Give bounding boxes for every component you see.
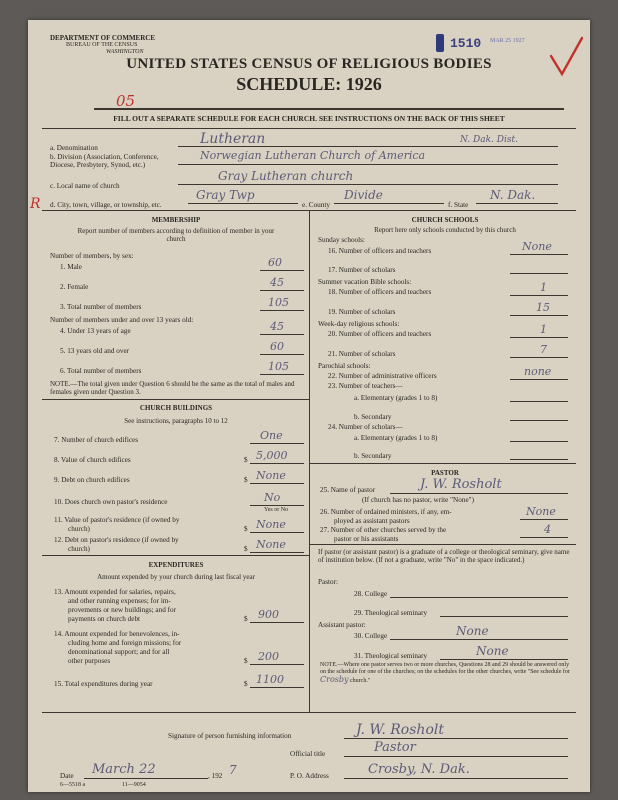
q10-value: No	[264, 491, 281, 504]
pastor-note-text: NOTE.—Where one pastor serves two or more churches, Questions 28 and 29 should be answered only on the schedule for one of the churches; on the schedules for the other churches, write "See schedule for	[320, 662, 570, 675]
q13-label-line1: 13. Amount expended for salaries, repairs,	[54, 588, 176, 596]
q1-field[interactable]	[260, 260, 304, 271]
county-value: Divide	[344, 188, 383, 202]
q11-label-line2: church)	[68, 525, 90, 533]
q15-dollar: $	[244, 680, 248, 688]
q15-label: 15. Total expenditures during year	[54, 680, 153, 688]
q11-value: None	[256, 518, 286, 531]
q25-label: 25. Name of pastor	[320, 486, 376, 494]
yes-no-hint: Yes or No	[264, 507, 289, 513]
q5-value: 60	[270, 340, 284, 353]
q6-value: 105	[268, 360, 289, 373]
q15-value: 1100	[256, 673, 284, 686]
schools-intro: Report here only schools conducted by this church	[374, 226, 516, 234]
q20-label: 20. Number of officers and teachers	[328, 330, 432, 338]
q14-label-line2: cluding home and foreign missions; for	[68, 639, 182, 647]
q27-label-line1: 27. Number of other churches served by the	[320, 526, 447, 534]
local-name-label: c. Local name of church	[50, 182, 120, 190]
q7-value: One	[260, 429, 283, 442]
stamp-number: 1510	[450, 36, 482, 51]
q17-label: 17. Number of scholars	[328, 266, 396, 274]
column-divider	[309, 210, 310, 712]
q3-value: 105	[268, 296, 289, 309]
pastor-note-value: Crosby	[320, 675, 349, 684]
stamp-mark	[436, 34, 444, 52]
q23a-field[interactable]	[510, 391, 568, 402]
q14-label-line3: denominational support; and for all	[68, 648, 170, 656]
q23b-label: b. Secondary	[354, 413, 392, 421]
membership-title: MEMBERSHIP	[151, 216, 201, 224]
q16-label: 16. Number of officers and teachers	[328, 247, 432, 255]
q12-label-line1: 12. Debt on pastor's residence (if owned by	[54, 536, 179, 544]
q14-dollar: $	[244, 657, 248, 665]
q18-field[interactable]	[510, 285, 568, 296]
official-title-value: Pastor	[374, 740, 416, 755]
q5-label: 5. 13 years old and over	[60, 347, 130, 355]
summer-label: Summer vacation Bible schools:	[318, 278, 412, 286]
form-number: 6—5518 a	[60, 782, 86, 788]
form-title: UNITED STATES CENSUS OF RELIGIOUS BODIES	[126, 56, 492, 72]
county-label: e. County	[302, 201, 330, 209]
q10-label: 10. Does church own pastor's residence	[54, 498, 168, 506]
q30-value: None	[456, 624, 489, 638]
print-number: 11—9054	[122, 782, 146, 788]
department-name: DEPARTMENT OF COMMERCE	[50, 34, 156, 42]
q4-label: 4. Under 13 years of age	[60, 327, 131, 335]
q11-dollar: $	[244, 525, 248, 533]
q19-value: 15	[536, 301, 550, 314]
red-code: 05	[116, 92, 136, 110]
census-schedule-sheet	[28, 20, 590, 792]
q2-value: 45	[270, 276, 284, 289]
membership-rule	[42, 399, 309, 400]
q19-label: 19. Number of scholars	[328, 308, 396, 316]
local-name-value: Gray Lutheran church	[218, 169, 354, 183]
signature-value: J. W. Rosholt	[356, 722, 444, 738]
q8-value: 5,000	[256, 449, 288, 462]
year-prefix: , 192	[208, 772, 223, 780]
q21-field[interactable]	[510, 347, 568, 358]
q24b-field[interactable]	[510, 449, 568, 460]
q26-value: None	[526, 505, 556, 518]
graduate-note: If pastor (or assistant pastor) is a graduate of a college or theological seminary, give name of institution below. (If not a graduate, write "No" in the space indicated.)	[318, 548, 570, 564]
q21-label: 21. Number of scholars	[328, 350, 396, 358]
q14-label-line4: other purposes	[68, 657, 111, 665]
q18-value: 1	[540, 281, 547, 294]
sunday-label: Sunday schools:	[318, 236, 365, 244]
assistant-sublabel: Assistant pastor:	[318, 621, 366, 629]
q29-field[interactable]	[440, 606, 568, 617]
q2-label: 2. Female	[60, 283, 89, 291]
q23-label: 23. Number of teachers—	[328, 382, 403, 390]
bureau-name: BUREAU OF THE CENSUS	[66, 42, 138, 48]
signature-label: Signature of person furnishing information	[168, 732, 292, 740]
state-label: f. State	[448, 201, 469, 209]
q8-dollar: $	[244, 456, 248, 464]
q12-dollar: $	[244, 545, 248, 553]
q28-field[interactable]	[390, 587, 568, 598]
schedule-title: SCHEDULE: 1926	[236, 74, 382, 94]
q26-label-line2: ployed as assistant pastors	[334, 517, 410, 525]
q26-label-line1: 26. Number of ordained ministers, if any, em-	[320, 508, 452, 516]
q20-field[interactable]	[510, 327, 568, 338]
state-value: N. Dak.	[490, 188, 536, 202]
pastor-sublabel: Pastor:	[318, 578, 338, 586]
division-label: b. Division (Association, Conference, Diocese, Presbytery, Synod, etc.)	[50, 153, 159, 169]
q9-dollar: $	[244, 476, 248, 484]
q31-label: 31. Theological seminary	[354, 652, 428, 660]
expenditures-title: EXPENDITURES	[148, 561, 204, 569]
q17-field[interactable]	[510, 263, 568, 274]
address-value: Crosby, N. Dak.	[368, 762, 470, 777]
expenditures-intro: Amount expended by your church during last fiscal year	[97, 573, 255, 581]
q24a-field[interactable]	[510, 431, 568, 442]
q13-dollar: $	[244, 615, 248, 623]
year-value: 7	[229, 763, 237, 777]
q14-label-line1: 14. Amount expended for benevolences, in-	[54, 630, 180, 638]
q3-label: 3. Total number of members	[60, 303, 142, 311]
buildings-title: CHURCH BUILDINGS	[139, 404, 213, 412]
date-value: March 22	[92, 762, 156, 777]
q14-value: 200	[258, 650, 279, 663]
date-label: Date	[60, 772, 74, 780]
by-sex-label: Number of members, by sex:	[50, 252, 134, 260]
q29-label: 29. Theological seminary	[354, 609, 428, 617]
q25-value: J. W. Rosholt	[420, 477, 502, 492]
division-value: Norwegian Lutheran Church of America	[200, 149, 426, 162]
top-rule	[42, 128, 576, 129]
q18-label: 18. Number of officers and teachers	[328, 288, 432, 296]
membership-intro: Report number of members according to definition of member in your church	[77, 227, 275, 243]
city-name: WASHINGTON	[106, 49, 144, 55]
red-mark-r: R	[30, 196, 41, 212]
stamp-date: MAR 25 1927	[490, 38, 525, 44]
city-value: Gray Twp	[196, 188, 255, 202]
q27-value: 4	[544, 523, 551, 536]
q1-label: 1. Male	[60, 263, 82, 271]
q24a-label: a. Elementary (grades 1 to 8)	[354, 434, 438, 442]
q24b-label: b. Secondary	[354, 452, 392, 460]
buildings-rule	[42, 555, 309, 556]
buildings-intro: See instructions, paragraphs 10 to 12	[124, 417, 228, 425]
q16-value: None	[522, 240, 552, 253]
q12-value: None	[256, 538, 286, 551]
denomination-label: a. Denomination	[50, 144, 98, 152]
q8-label: 8. Value of church edifices	[54, 456, 131, 464]
q25-note: (If church has no pastor, write "None")	[362, 496, 474, 504]
q13-value: 900	[258, 608, 279, 621]
schools-title: CHURCH SCHOOLS	[411, 216, 479, 224]
address-label: P. O. Address	[290, 772, 329, 780]
instructions: FILL OUT A SEPARATE SCHEDULE FOR EACH CHURCH. SEE INSTRUCTIONS ON THE BACK OF THIS SHEET	[113, 114, 505, 123]
schools-rule	[309, 463, 576, 464]
pastor-title: PASTOR	[431, 469, 459, 477]
q9-label: 9. Debt on church edifices	[54, 476, 130, 484]
q11-label-line1: 11. Value of pastor's residence (if owned by	[54, 516, 180, 524]
q4-value: 45	[270, 320, 284, 333]
q31-value: None	[476, 644, 509, 658]
q13-label-line4: payments on church debt	[68, 615, 141, 623]
q9-value: None	[256, 469, 286, 482]
official-title-label: Official title	[290, 750, 326, 758]
pastor-rule	[309, 544, 576, 545]
district-value: N. Dak. Dist.	[460, 135, 518, 145]
q12-label-line2: church)	[68, 545, 90, 553]
q20-value: 1	[540, 323, 547, 336]
parochial-label: Parochial schools:	[318, 362, 371, 370]
pastor-note-end: church."	[350, 678, 371, 684]
q30-label: 30. College	[354, 632, 388, 640]
city-label: d. City, town, village, or township, etc.	[50, 201, 162, 209]
header-rule	[94, 108, 564, 110]
q22-value: none	[524, 365, 552, 378]
weekday-label: Week-day religious schools:	[318, 320, 400, 328]
q21-value: 7	[540, 343, 547, 356]
denomination-value: Lutheran	[200, 131, 266, 147]
q28-label: 28. College	[354, 590, 388, 598]
by-age-label: Number of members under and over 13 years old:	[50, 316, 194, 324]
q7-label: 7. Number of church edifices	[54, 436, 139, 444]
q24-label: 24. Number of scholars—	[328, 423, 403, 431]
q22-label: 22. Number of administrative officers	[328, 372, 437, 380]
q13-label-line3: provements or new buildings; and for	[68, 606, 176, 614]
q1-value: 60	[268, 256, 282, 269]
q6-label: 6. Total number of members	[60, 367, 142, 375]
bottom-rule	[42, 712, 576, 713]
q23b-field[interactable]	[510, 410, 568, 421]
membership-note: NOTE.—The total given under Question 6 should be the same as the total of males and females given under Question 3.	[50, 380, 295, 396]
q13-label-line2: and other running expenses; for im-	[68, 597, 171, 605]
q27-label-line2: pastor or his assistants	[334, 535, 399, 543]
q23a-label: a. Elementary (grades 1 to 8)	[354, 394, 438, 402]
pastor-note	[320, 662, 570, 685]
